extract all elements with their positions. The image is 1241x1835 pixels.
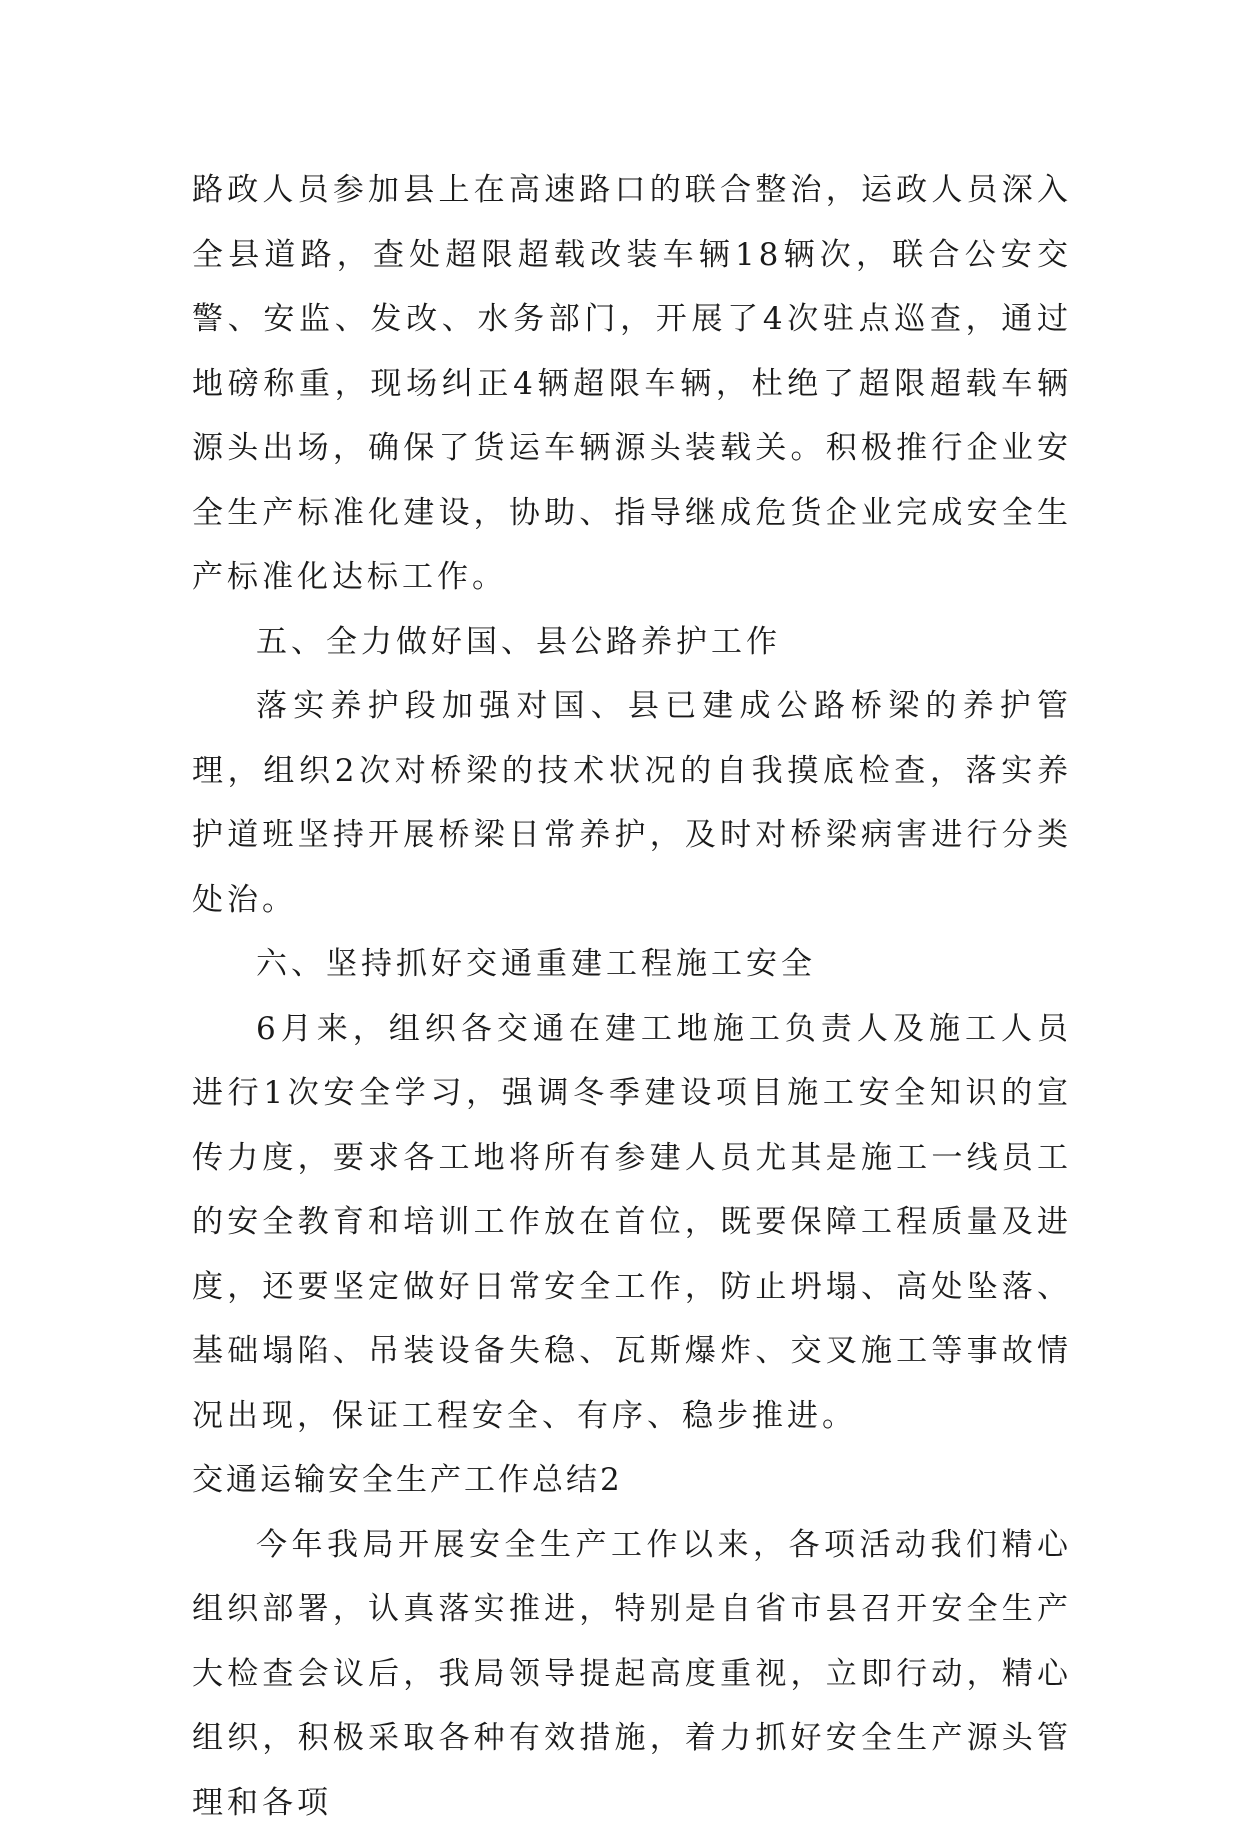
paragraph-body: 6月来，组织各交通在建工地施工负责人及施工人员进行1次安全学习，强调冬季建设项目施工安全知识的宣传力度，要求各工地将所有参建人员尤其是施工一线员工的安全教育和培训工作放在首位，既要保障工程质量及进度，还要坚定做好日常安全工作，防止坍塌、高处坠落、基础塌陷、吊装设备失稳、瓦斯爆炸、交叉施工等事故情况出现，保证工程安全、有序、稳步推进。 xyxy=(192,997,1072,1449)
section-heading: 五、全力做好国、县公路养护工作 xyxy=(192,610,1072,675)
paragraph-body: 今年我局开展安全生产工作以来，各项活动我们精心组织部署，认真落实推进，特别是自省市县召开安全生产大检查会议后，我局领导提起高度重视，立即行动，精心组织，积极采取各种有效措施，着力抓好安全生产源头管理和各项 xyxy=(192,1513,1072,1835)
section-heading: 六、坚持抓好交通重建工程施工安全 xyxy=(192,932,1072,997)
paragraph-body: 落实养护段加强对国、县已建成公路桥梁的养护管理，组织2次对桥梁的技术状况的自我摸底检查，落实养护道班坚持开展桥梁日常养护，及时对桥梁病害进行分类处治。 xyxy=(192,674,1072,932)
document-title: 交通运输安全生产工作总结2 xyxy=(192,1448,1072,1513)
paragraph-body: 路政人员参加县上在高速路口的联合整治，运政人员深入全县道路，查处超限超载改装车辆18辆次，联合公安交警、安监、发改、水务部门，开展了4次驻点巡查，通过地磅称重，现场纠正4辆超限车辆，杜绝了超限超载车辆源头出场，确保了货运车辆源头装载关。积极推行企业安全生产标准化建设，协助、指导继成危货企业完成安全生产标准化达标工作。 xyxy=(192,158,1072,610)
document-body xyxy=(192,158,1072,1835)
